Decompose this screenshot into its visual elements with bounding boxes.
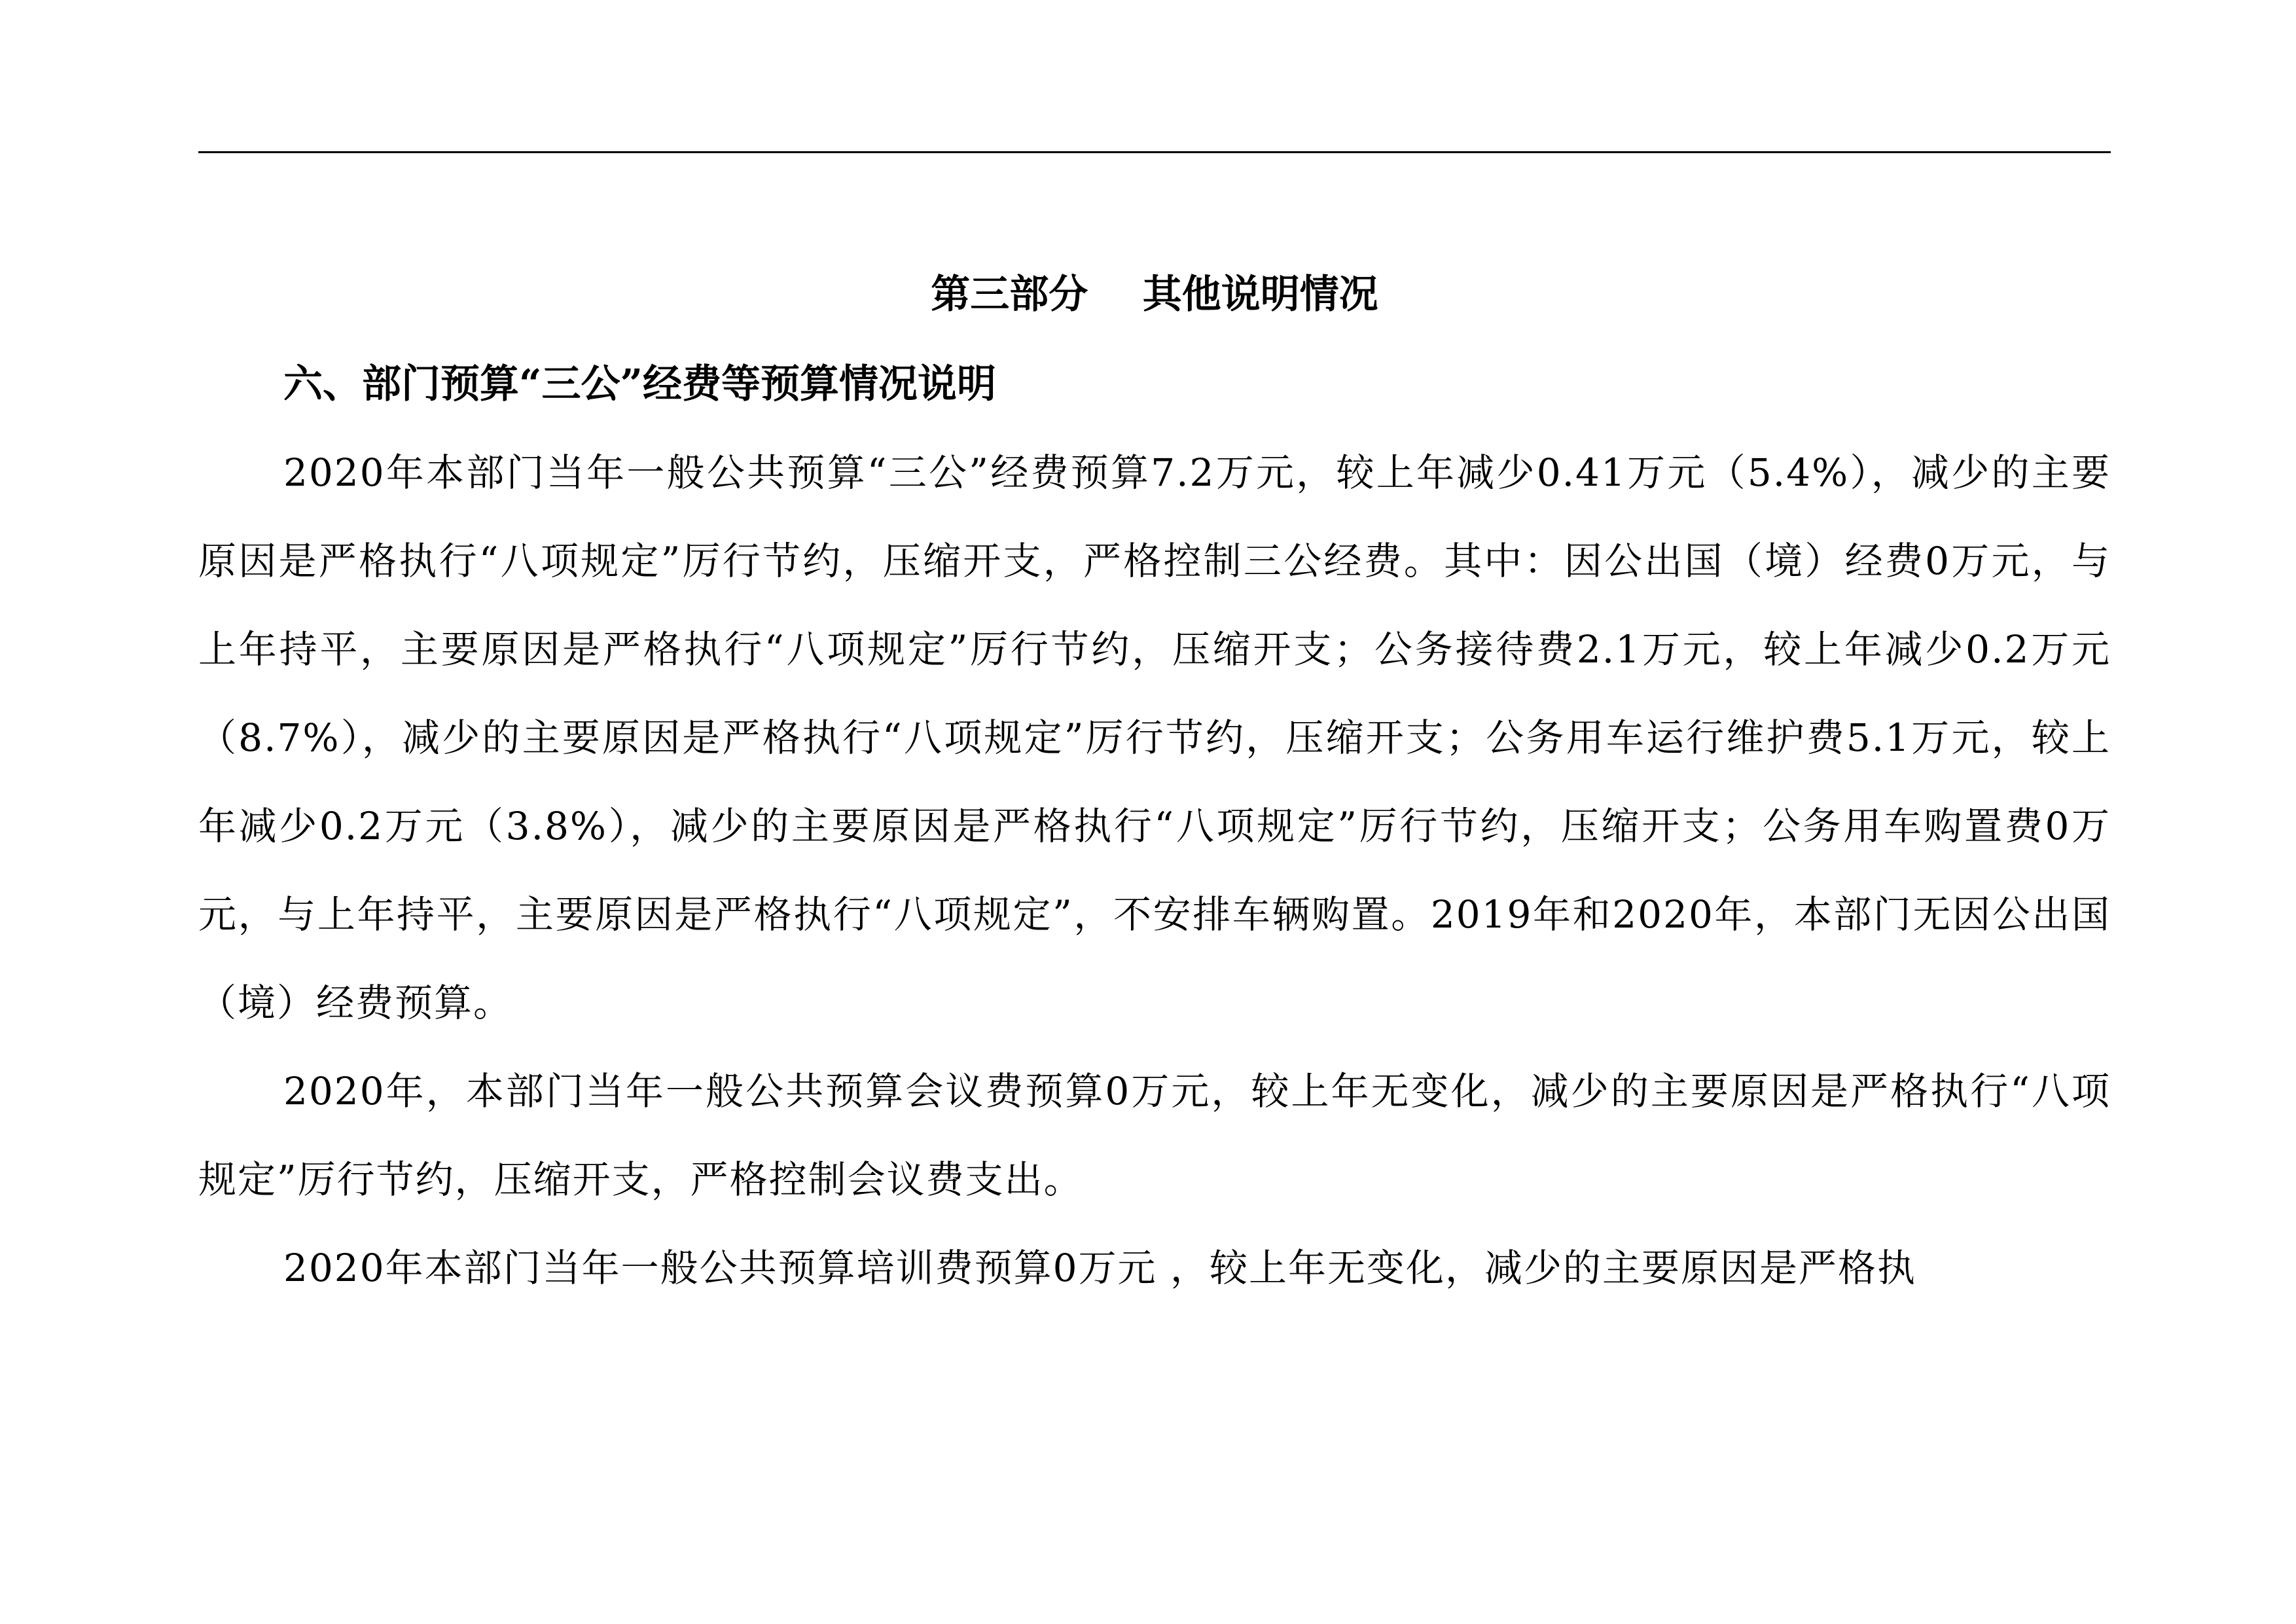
- subsection-title: 六、部门预算“三公”经费等预算情况说明: [283, 361, 997, 407]
- header-rule: [198, 151, 2111, 153]
- paragraph-meeting-expenses: 2020年，本部门当年一般公共预算会议费预算0万元，较上年无变化，减少的主要原因是严格执行“八项规定”厉行节约，压缩开支，严格控制会议费支出。: [198, 1069, 2111, 1202]
- paragraph-three-public-expenses: 2020年本部门当年一般公共预算“三公”经费预算7.2万元，较上年减少0.41万元（5.4%），减少的主要原因是严格执行“八项规定”厉行节约，压缩开支，严格控制三公经费。其中：因公出国（境）经费0万元，与上年持平，主要原因是严格执行“八项规定”厉行节约，压缩开支；公务接待费2.1万元，较上年减少0.2万元（8.7%），减少的主要原因是严格执行“八项规定”厉行节约，压缩开支；公务用车运行维护费5.1万元，较上年减少0.2万元（3.8%），减少的主要原因是严格执行“八项规定”厉行节约，压缩开支；公务用车购置费0万元，与上年持平，主要原因是严格执行“八项规定”，不安排车辆购置。2019年和2020年，本部门无因公出国（境）经费预算。: [198, 450, 2111, 1025]
- section-title: 第三部分 其他说明情况: [931, 272, 1378, 317]
- paragraph-training-expenses: 2020年本部门当年一般公共预算培训费预算0万元 ，较上年无变化，减少的主要原因是严格执: [283, 1246, 1916, 1290]
- document-body: [198, 249, 2111, 1312]
